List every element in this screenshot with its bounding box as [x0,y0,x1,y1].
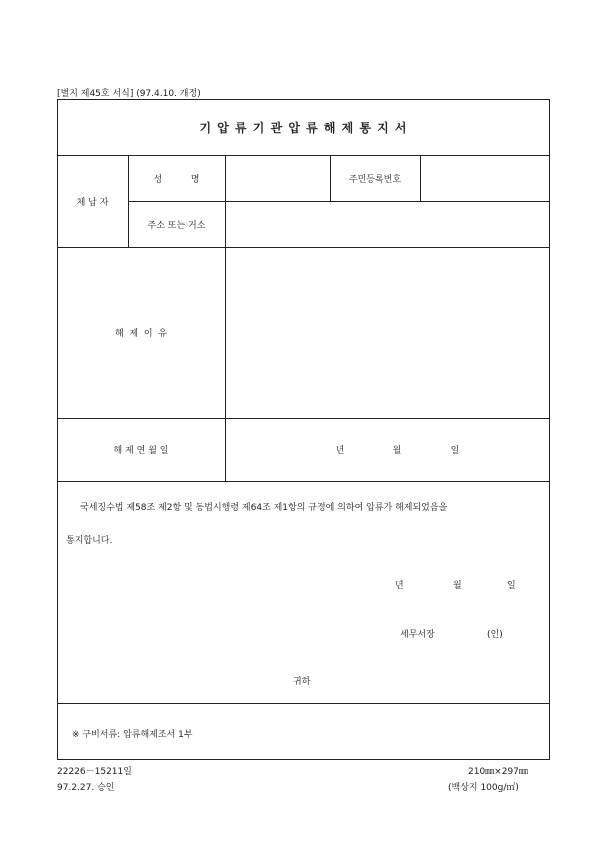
notice-day-unit: 일 [507,581,516,591]
notice-body-line1: 국세징수법 제58조 제2항 및 동법시행령 제64조 제1항의 규정에 의하여 압류가 해제되었음을 [80,503,448,513]
release-month-unit: 월 [392,446,402,456]
release-reason-label: 해 제 이 유 [115,329,167,339]
name-label: 성 명 [153,174,200,185]
address-label: 주소 또는 거소 [147,220,206,231]
approval-date: 97.2.27. 승인 [57,783,115,793]
release-reason-field[interactable] [225,247,550,418]
notice-body-line2: 통지합니다. [66,536,113,546]
notice-month-unit: 월 [453,581,462,591]
seal-mark: (인) [487,630,503,640]
taxpayer-label: 체 납 자 [76,197,109,208]
form-code: 22226－15211일 [57,767,132,777]
name-field[interactable] [225,155,330,201]
release-year-unit: 년 [335,446,345,456]
form-number: [별지 제45호 서식] (97.4.10. 개정) [57,89,201,99]
tax-office-head: 세무서장 [400,630,435,640]
notice-year-unit: 년 [395,581,404,591]
address-field[interactable] [225,201,550,247]
form-title: 기 압 류 기 관 압 류 해 제 통 지 서 [199,121,408,135]
recipient-honorific: 귀하 [293,677,311,687]
release-day-unit: 일 [450,446,460,456]
id-number-field[interactable] [420,155,550,201]
paper-size: 210㎜×297㎜ [468,767,528,777]
release-date-label: 해 제 연 월 일 [113,446,169,456]
paper-type: (백상지 100g/㎡) [448,783,519,793]
divider [57,481,550,482]
id-number-label: 주민등록번호 [348,174,402,185]
attachment-note: ※ 구비서류: 압류해제조서 1부 [72,730,193,740]
divider [57,703,550,704]
